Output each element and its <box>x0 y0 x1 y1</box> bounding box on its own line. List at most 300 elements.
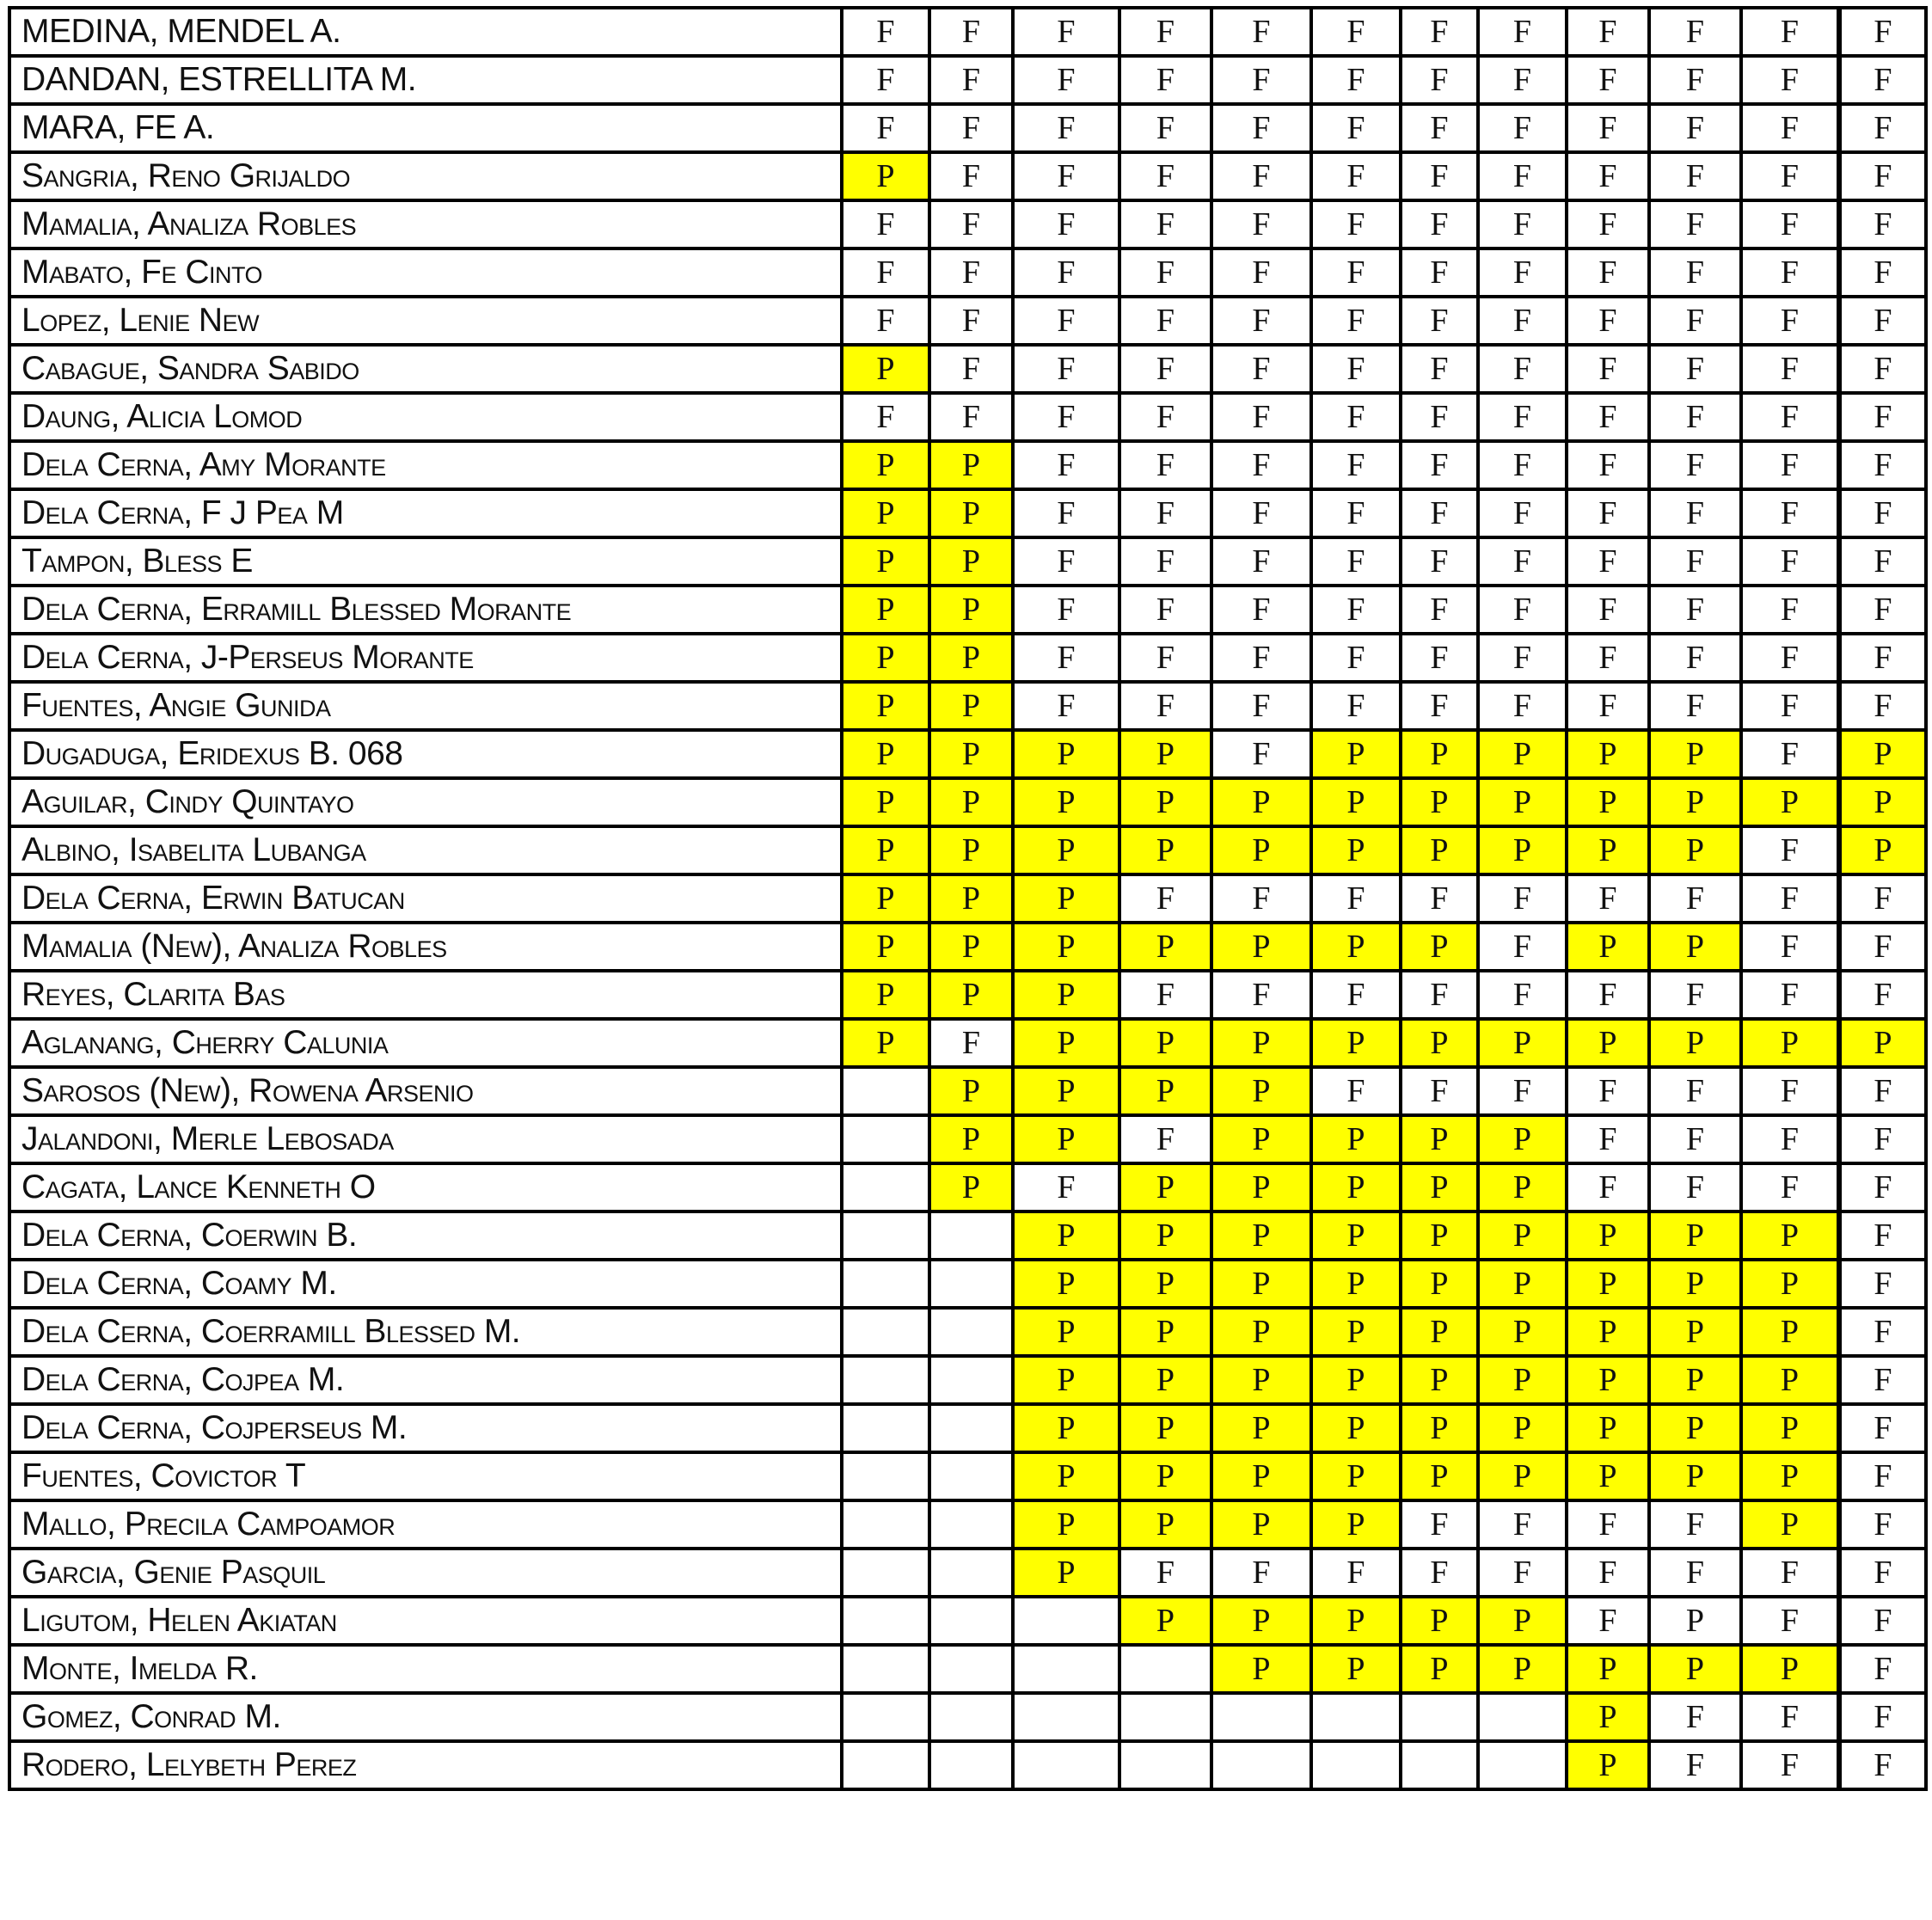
status-cell-fail: F <box>1013 152 1119 200</box>
status-cell-empty <box>929 1212 1013 1260</box>
person-name: Dela Cerna, Erwin Batucan <box>9 874 842 923</box>
status-cell-fail: F <box>1211 634 1311 682</box>
status-cell-fail: F <box>1478 1549 1567 1597</box>
status-cell-fail: F <box>842 8 929 56</box>
status-cell-pass: P <box>1478 1597 1567 1645</box>
status-cell-fail: F <box>1839 923 1926 971</box>
status-cell-fail: F <box>1478 923 1567 971</box>
status-cell-pass: P <box>842 826 929 874</box>
person-name: Albino, Isabelita Lubanga <box>9 826 842 874</box>
person-name: Daung, Alicia Lomod <box>9 393 842 441</box>
status-cell-fail: F <box>1839 441 1926 489</box>
table-row <box>9 1163 1926 1212</box>
table-row <box>9 56 1926 104</box>
status-cell-fail: F <box>1401 634 1478 682</box>
status-cell-fail: F <box>1401 345 1478 393</box>
status-cell-fail: F <box>1311 1067 1401 1115</box>
table-row <box>9 1404 1926 1452</box>
status-cell-pass: P <box>1119 1019 1211 1067</box>
status-cell-fail: F <box>1311 634 1401 682</box>
status-cell-pass: P <box>1567 1260 1649 1308</box>
person-name: Rodero, Lelybeth Perez <box>9 1741 842 1789</box>
status-cell-fail: F <box>1649 634 1741 682</box>
status-cell-fail: F <box>1013 634 1119 682</box>
status-cell-pass: P <box>1211 826 1311 874</box>
status-cell-pass: P <box>1211 1597 1311 1645</box>
table-row <box>9 1067 1926 1115</box>
status-cell-pass: P <box>1839 730 1926 778</box>
status-cell-fail: F <box>1211 1549 1311 1597</box>
table-row <box>9 971 1926 1019</box>
status-cell-pass: P <box>1119 923 1211 971</box>
status-cell-pass: P <box>1401 1019 1478 1067</box>
status-cell-fail: F <box>1401 586 1478 634</box>
status-cell-fail: F <box>1013 56 1119 104</box>
status-cell-fail: F <box>1741 441 1839 489</box>
status-cell-fail: F <box>1649 1549 1741 1597</box>
status-cell-fail: F <box>1401 874 1478 923</box>
person-name: Dela Cerna, J-Perseus Morante <box>9 634 842 682</box>
status-cell-pass: P <box>1013 1308 1119 1356</box>
status-cell-empty <box>1311 1693 1401 1741</box>
status-cell-empty <box>1013 1693 1119 1741</box>
person-name: Dela Cerna, Coerramill Blessed M. <box>9 1308 842 1356</box>
status-cell-fail: F <box>1401 971 1478 1019</box>
status-cell-empty <box>842 1693 929 1741</box>
status-cell-empty <box>1311 1741 1401 1789</box>
status-cell-fail: F <box>1839 1212 1926 1260</box>
status-cell-pass: P <box>1401 1452 1478 1500</box>
status-cell-fail: F <box>1478 874 1567 923</box>
status-cell-pass: P <box>1401 1115 1478 1163</box>
status-cell-fail: F <box>1401 297 1478 345</box>
status-cell-pass: P <box>1649 1260 1741 1308</box>
status-cell-pass: P <box>1478 1115 1567 1163</box>
status-cell-fail: F <box>1649 1500 1741 1549</box>
status-cell-fail: F <box>1839 682 1926 730</box>
status-cell-pass: P <box>1211 1115 1311 1163</box>
status-cell-pass: P <box>842 634 929 682</box>
status-cell-fail: F <box>1741 730 1839 778</box>
status-cell-fail: F <box>1839 1741 1926 1789</box>
status-cell-empty <box>842 1163 929 1212</box>
table-row <box>9 1500 1926 1549</box>
status-cell-fail: F <box>1401 200 1478 248</box>
status-cell-pass: P <box>1211 1260 1311 1308</box>
status-cell-fail: F <box>1567 1500 1649 1549</box>
status-cell-fail: F <box>1211 586 1311 634</box>
status-cell-pass: P <box>1567 730 1649 778</box>
status-cell-fail: F <box>1567 152 1649 200</box>
status-cell-pass: P <box>1649 1452 1741 1500</box>
status-cell-fail: F <box>1311 1549 1401 1597</box>
status-cell-pass: P <box>1567 778 1649 826</box>
status-cell-fail: F <box>1478 200 1567 248</box>
table-row <box>9 393 1926 441</box>
status-cell-pass: P <box>1401 1163 1478 1212</box>
table-row <box>9 586 1926 634</box>
status-cell-pass: P <box>1478 778 1567 826</box>
status-cell-fail: F <box>1741 682 1839 730</box>
table-row <box>9 8 1926 56</box>
status-cell-fail: F <box>1211 874 1311 923</box>
status-cell-fail: F <box>1478 537 1567 586</box>
status-cell-pass: P <box>1567 1212 1649 1260</box>
status-cell-pass: P <box>842 874 929 923</box>
status-cell-pass: P <box>1211 923 1311 971</box>
status-cell-fail: F <box>1567 682 1649 730</box>
status-cell-pass: P <box>1741 1019 1839 1067</box>
status-cell-pass: P <box>842 778 929 826</box>
status-cell-empty <box>842 1549 929 1597</box>
status-cell-pass: P <box>929 778 1013 826</box>
table-row <box>9 1019 1926 1067</box>
status-cell-pass: P <box>1119 1404 1211 1452</box>
table-row <box>9 682 1926 730</box>
status-cell-fail: F <box>1741 1549 1839 1597</box>
status-cell-pass: P <box>1401 1597 1478 1645</box>
status-cell-fail: F <box>1311 586 1401 634</box>
status-cell-fail: F <box>1211 441 1311 489</box>
status-cell-fail: F <box>1741 1597 1839 1645</box>
status-cell-fail: F <box>1119 152 1211 200</box>
status-cell-fail: F <box>1649 1163 1741 1212</box>
status-cell-pass: P <box>1649 730 1741 778</box>
person-name: MARA, FE A. <box>9 104 842 152</box>
person-name: Mallo, Precila Campoamor <box>9 1500 842 1549</box>
status-cell-fail: F <box>1311 874 1401 923</box>
status-cell-fail: F <box>1839 1500 1926 1549</box>
status-cell-pass: P <box>1401 1308 1478 1356</box>
status-cell-pass: P <box>1211 1404 1311 1452</box>
status-cell-fail: F <box>1649 1693 1741 1741</box>
status-cell-pass: P <box>1211 1645 1311 1693</box>
status-cell-pass: P <box>1741 778 1839 826</box>
status-cell-fail: F <box>1211 393 1311 441</box>
status-cell-pass: P <box>1211 1067 1311 1115</box>
status-cell-fail: F <box>1839 1067 1926 1115</box>
status-cell-pass: P <box>1119 1356 1211 1404</box>
status-cell-fail: F <box>1311 393 1401 441</box>
status-cell-fail: F <box>1401 1500 1478 1549</box>
status-cell-fail: F <box>1741 104 1839 152</box>
status-cell-fail: F <box>1311 682 1401 730</box>
status-cell-fail: F <box>842 248 929 297</box>
status-cell-fail: F <box>1839 345 1926 393</box>
status-cell-fail: F <box>1311 489 1401 537</box>
status-cell-pass: P <box>1478 1452 1567 1500</box>
person-name: Monte, Imelda R. <box>9 1645 842 1693</box>
status-cell-pass: P <box>842 537 929 586</box>
status-cell-fail: F <box>1478 8 1567 56</box>
status-cell-empty <box>929 1693 1013 1741</box>
status-cell-fail: F <box>842 56 929 104</box>
person-name: Dela Cerna, Coamy M. <box>9 1260 842 1308</box>
status-cell-empty <box>1401 1741 1478 1789</box>
status-cell-fail: F <box>1119 200 1211 248</box>
status-cell-fail: F <box>1839 393 1926 441</box>
status-cell-fail: F <box>1649 345 1741 393</box>
person-name: Dela Cerna, Cojperseus M. <box>9 1404 842 1452</box>
status-cell-fail: F <box>1649 200 1741 248</box>
status-cell-fail: F <box>1401 104 1478 152</box>
status-cell-fail: F <box>1649 1115 1741 1163</box>
person-name: Dela Cerna, F J Pea M <box>9 489 842 537</box>
table-row <box>9 1212 1926 1260</box>
status-cell-pass: P <box>1478 1356 1567 1404</box>
status-cell-fail: F <box>1567 393 1649 441</box>
status-cell-pass: P <box>1311 730 1401 778</box>
status-cell-pass: P <box>1211 1452 1311 1500</box>
status-cell-empty <box>842 1115 929 1163</box>
status-cell-fail: F <box>929 248 1013 297</box>
status-cell-fail: F <box>1649 56 1741 104</box>
status-cell-pass: P <box>1741 1212 1839 1260</box>
status-cell-empty <box>1013 1741 1119 1789</box>
status-cell-fail: F <box>1478 1500 1567 1549</box>
status-cell-fail: F <box>1211 537 1311 586</box>
status-cell-empty <box>842 1212 929 1260</box>
status-cell-pass: P <box>842 971 929 1019</box>
status-cell-fail: F <box>1741 152 1839 200</box>
status-cell-pass: P <box>1401 1260 1478 1308</box>
status-cell-pass: P <box>1013 1260 1119 1308</box>
status-cell-fail: F <box>1478 682 1567 730</box>
status-cell-fail: F <box>1567 1597 1649 1645</box>
status-cell-empty <box>842 1452 929 1500</box>
status-cell-fail: F <box>929 104 1013 152</box>
person-name: Dela Cerna, Erramill Blessed Morante <box>9 586 842 634</box>
status-cell-pass: P <box>1478 1645 1567 1693</box>
status-cell-empty <box>1478 1693 1567 1741</box>
status-cell-pass: P <box>1401 778 1478 826</box>
status-cell-fail: F <box>1567 441 1649 489</box>
status-cell-pass: P <box>1211 1308 1311 1356</box>
status-cell-pass: P <box>1119 826 1211 874</box>
status-cell-fail: F <box>1839 200 1926 248</box>
status-cell-empty <box>842 1500 929 1549</box>
table-row <box>9 489 1926 537</box>
status-cell-fail: F <box>1649 1067 1741 1115</box>
status-cell-fail: F <box>1119 1115 1211 1163</box>
table-row <box>9 826 1926 874</box>
status-cell-pass: P <box>1311 778 1401 826</box>
status-cell-fail: F <box>1649 8 1741 56</box>
table-row <box>9 1452 1926 1500</box>
person-name: Lopez, Lenie New <box>9 297 842 345</box>
person-name: Reyes, Clarita Bas <box>9 971 842 1019</box>
status-cell-pass: P <box>1401 923 1478 971</box>
status-cell-fail: F <box>1401 248 1478 297</box>
status-cell-pass: P <box>1649 778 1741 826</box>
status-cell-pass: P <box>1211 778 1311 826</box>
status-cell-fail: F <box>929 393 1013 441</box>
status-cell-fail: F <box>1741 1693 1839 1741</box>
status-cell-pass: P <box>1478 1019 1567 1067</box>
status-cell-pass: P <box>1013 1115 1119 1163</box>
status-cell-pass: P <box>1401 1212 1478 1260</box>
status-cell-fail: F <box>1839 537 1926 586</box>
table-row <box>9 248 1926 297</box>
table-row <box>9 730 1926 778</box>
status-cell-fail: F <box>1013 441 1119 489</box>
status-cell-fail: F <box>1311 537 1401 586</box>
status-cell-fail: F <box>1013 586 1119 634</box>
status-cell-fail: F <box>1567 634 1649 682</box>
status-cell-fail: F <box>1478 634 1567 682</box>
status-cell-pass: P <box>842 345 929 393</box>
status-cell-fail: F <box>1013 537 1119 586</box>
status-cell-pass: P <box>1567 1356 1649 1404</box>
table-row <box>9 152 1926 200</box>
status-cell-fail: F <box>1839 1308 1926 1356</box>
status-cell-pass: P <box>1478 1404 1567 1452</box>
table-row <box>9 1308 1926 1356</box>
status-cell-pass: P <box>1311 923 1401 971</box>
status-cell-fail: F <box>1741 586 1839 634</box>
person-name: Mamalia, Analiza Robles <box>9 200 842 248</box>
status-cell-fail: F <box>1211 248 1311 297</box>
status-cell-pass: P <box>1649 1019 1741 1067</box>
person-name: Cabague, Sandra Sabido <box>9 345 842 393</box>
status-cell-pass: P <box>1401 1404 1478 1452</box>
status-cell-fail: F <box>1401 489 1478 537</box>
status-cell-fail: F <box>1211 152 1311 200</box>
table-row <box>9 1356 1926 1404</box>
table-row <box>9 1741 1926 1789</box>
person-name: Dela Cerna, Amy Morante <box>9 441 842 489</box>
status-cell-pass: P <box>929 971 1013 1019</box>
person-name: Mabato, Fe Cinto <box>9 248 842 297</box>
status-cell-pass: P <box>842 152 929 200</box>
status-cell-fail: F <box>1401 682 1478 730</box>
status-cell-fail: F <box>1839 152 1926 200</box>
status-cell-empty <box>842 1404 929 1452</box>
status-cell-pass: P <box>842 441 929 489</box>
person-name: Dugaduga, Eridexus B. 068 <box>9 730 842 778</box>
status-cell-pass: P <box>1649 923 1741 971</box>
status-cell-fail: F <box>1013 104 1119 152</box>
table-row <box>9 1549 1926 1597</box>
status-cell-fail: F <box>1119 634 1211 682</box>
person-name: Dela Cerna, Cojpea M. <box>9 1356 842 1404</box>
status-cell-fail: F <box>1567 200 1649 248</box>
status-cell-fail: F <box>1119 586 1211 634</box>
status-cell-empty <box>842 1260 929 1308</box>
status-cell-fail: F <box>1839 248 1926 297</box>
status-cell-fail: F <box>1401 393 1478 441</box>
status-cell-fail: F <box>929 297 1013 345</box>
status-cell-pass: P <box>1741 1260 1839 1308</box>
status-cell-fail: F <box>1741 971 1839 1019</box>
status-cell-pass: P <box>929 489 1013 537</box>
status-cell-fail: F <box>1013 248 1119 297</box>
table-row <box>9 537 1926 586</box>
status-cell-fail: F <box>1839 874 1926 923</box>
status-cell-fail: F <box>1211 104 1311 152</box>
person-name: DANDAN, ESTRELLITA M. <box>9 56 842 104</box>
status-cell-fail: F <box>1839 1452 1926 1500</box>
status-cell-fail: F <box>1211 200 1311 248</box>
status-cell-pass: P <box>929 923 1013 971</box>
status-cell-pass: P <box>929 730 1013 778</box>
status-cell-pass: P <box>1401 730 1478 778</box>
status-cell-empty <box>1119 1645 1211 1693</box>
status-cell-pass: P <box>929 586 1013 634</box>
person-name: Gomez, Conrad M. <box>9 1693 842 1741</box>
status-cell-pass: P <box>1311 1308 1401 1356</box>
status-cell-empty <box>1211 1741 1311 1789</box>
status-cell-fail: F <box>842 104 929 152</box>
table-row <box>9 1260 1926 1308</box>
status-cell-fail: F <box>1567 104 1649 152</box>
status-cell-pass: P <box>1478 1163 1567 1212</box>
status-cell-fail: F <box>929 8 1013 56</box>
status-cell-empty <box>1401 1693 1478 1741</box>
table-row <box>9 778 1926 826</box>
status-cell-pass: P <box>1478 730 1567 778</box>
status-cell-pass: P <box>842 923 929 971</box>
status-cell-pass: P <box>1119 1260 1211 1308</box>
status-cell-fail: F <box>1013 393 1119 441</box>
status-cell-fail: F <box>1649 682 1741 730</box>
status-cell-fail: F <box>1211 56 1311 104</box>
status-cell-pass: P <box>1013 971 1119 1019</box>
status-cell-fail: F <box>1567 8 1649 56</box>
status-cell-pass: P <box>929 874 1013 923</box>
status-cell-fail: F <box>1649 489 1741 537</box>
status-cell-fail: F <box>1119 971 1211 1019</box>
status-cell-pass: P <box>1311 1163 1401 1212</box>
status-cell-fail: F <box>1119 682 1211 730</box>
status-cell-fail: F <box>1567 345 1649 393</box>
person-name: Ligutom, Helen Akiatan <box>9 1597 842 1645</box>
status-cell-pass: P <box>1311 1597 1401 1645</box>
status-cell-pass: P <box>1741 1356 1839 1404</box>
person-name: Sarosos (New), Rowena Arsenio <box>9 1067 842 1115</box>
status-cell-fail: F <box>1741 56 1839 104</box>
status-cell-fail: F <box>1839 1163 1926 1212</box>
person-name: Tampon, Bless E <box>9 537 842 586</box>
status-cell-fail: F <box>1741 345 1839 393</box>
status-cell-fail: F <box>1478 393 1567 441</box>
status-cell-pass: P <box>1013 1067 1119 1115</box>
status-cell-fail: F <box>1839 8 1926 56</box>
status-cell-fail: F <box>1567 1067 1649 1115</box>
status-cell-pass: P <box>1567 923 1649 971</box>
status-cell-pass: P <box>1119 1163 1211 1212</box>
status-cell-pass: P <box>1013 1452 1119 1500</box>
status-cell-pass: P <box>1567 1404 1649 1452</box>
status-cell-pass: P <box>842 586 929 634</box>
table-row <box>9 104 1926 152</box>
status-cell-fail: F <box>1839 104 1926 152</box>
status-cell-fail: F <box>1741 297 1839 345</box>
status-cell-empty <box>929 1452 1013 1500</box>
status-cell-fail: F <box>929 56 1013 104</box>
person-name: Fuentes, Angie Gunida <box>9 682 842 730</box>
status-cell-fail: F <box>1013 345 1119 393</box>
status-cell-fail: F <box>1311 8 1401 56</box>
status-cell-fail: F <box>929 345 1013 393</box>
status-cell-pass: P <box>1013 874 1119 923</box>
status-cell-fail: F <box>1567 1549 1649 1597</box>
table-row <box>9 297 1926 345</box>
status-cell-empty <box>1013 1597 1119 1645</box>
status-cell-fail: F <box>1119 345 1211 393</box>
status-cell-pass: P <box>1013 1212 1119 1260</box>
status-cell-pass: P <box>1311 1645 1401 1693</box>
